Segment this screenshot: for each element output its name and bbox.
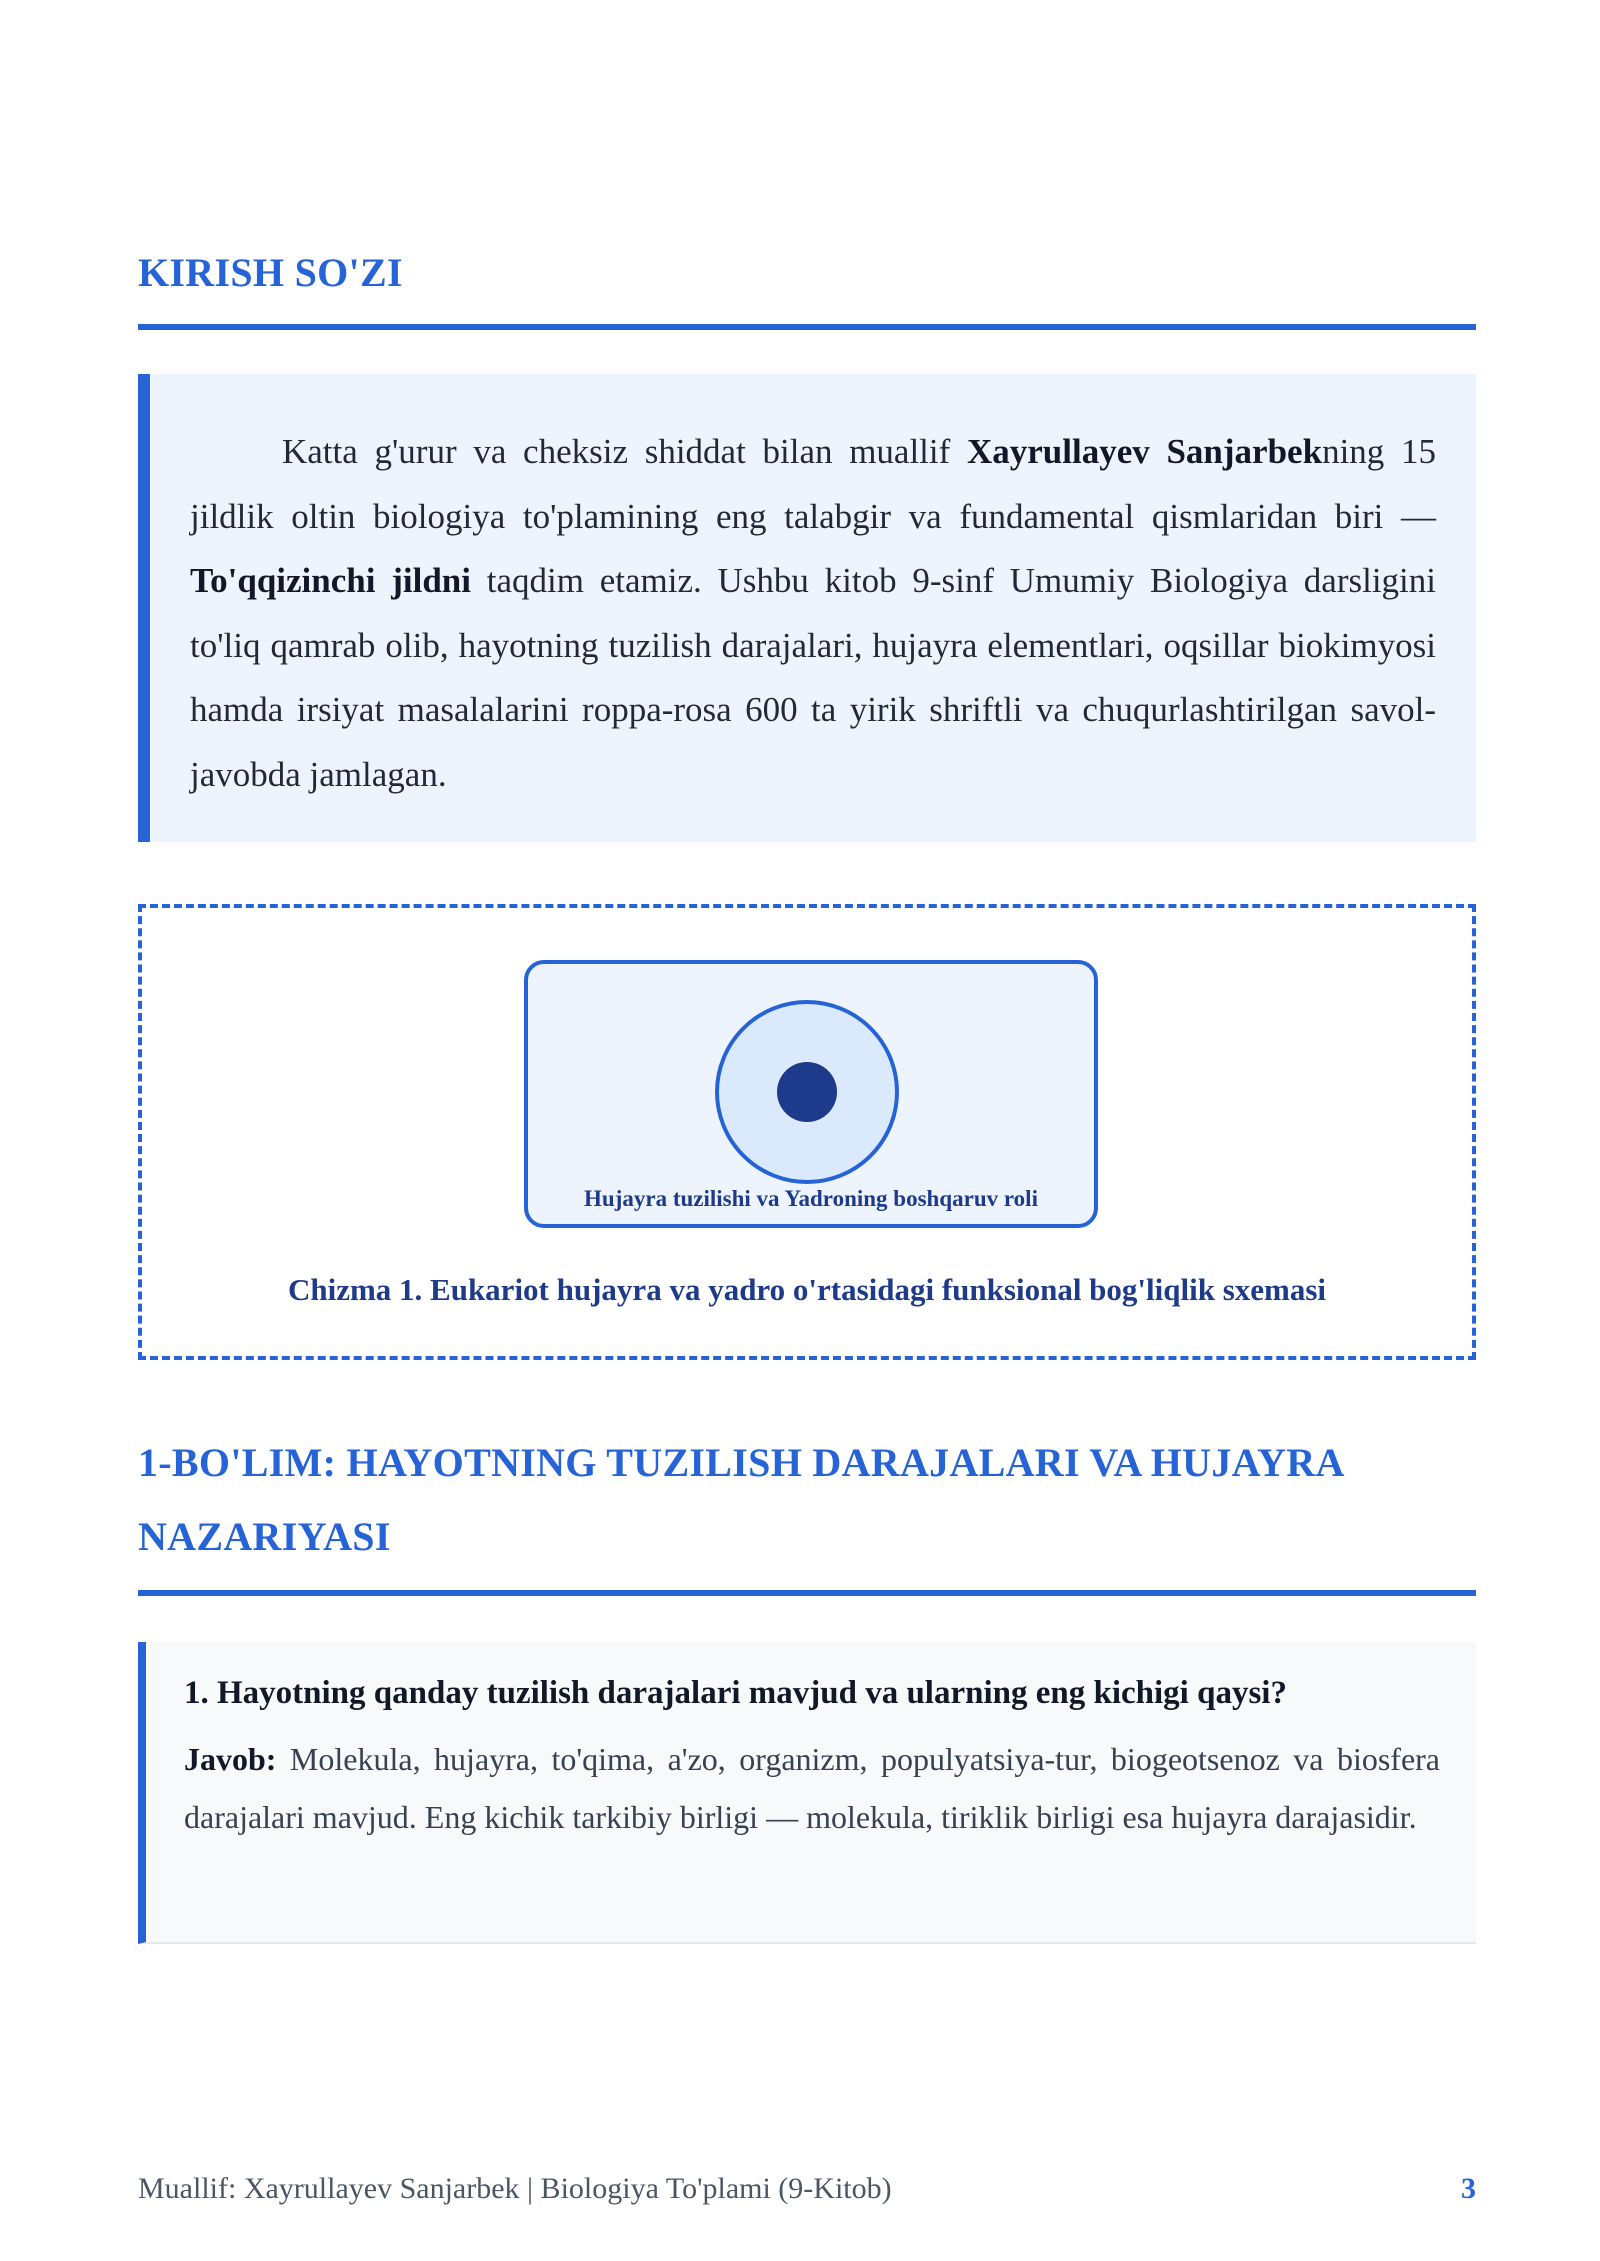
intro-header bbox=[138, 236, 1476, 330]
intro-box bbox=[138, 374, 1476, 842]
intro-volume: To'qqizinchi jildni bbox=[190, 561, 471, 600]
section1-header bbox=[138, 1426, 1476, 1596]
intro-heading: KIRISH SO'ZI bbox=[138, 250, 403, 295]
qa-answer bbox=[184, 1730, 1440, 1846]
intro-text-end: taqdim etamiz. Ushbu kitob 9-sinf Umumiy Biologiya darsligini to'liq qamrab olib, hayotning tuzilish darajalari, hujayra elementlari, oqsillar biokimyosi hamda irsiyat masalalarini roppa-rosa 600 ta yirik shriftli va chuqurlashtirilgan savol-javobda jamlagan. bbox=[190, 561, 1436, 794]
qa-answer-label: Javob: bbox=[184, 1741, 277, 1777]
nucleus-dot bbox=[777, 1062, 837, 1122]
intro-text-start: Katta g'urur va cheksiz shiddat bilan muallif bbox=[282, 432, 967, 471]
intro-author: Xayrullayev Sanjarbek bbox=[967, 432, 1323, 471]
cell-diagram-svg bbox=[528, 964, 1094, 1224]
page-number: 3 bbox=[1461, 2172, 1476, 2205]
diagram-label: Hujayra tuzilishi va Yadroning boshqaruv roli bbox=[584, 1186, 1038, 1211]
figure-box bbox=[138, 904, 1476, 1360]
qa-answer-text: Molekula, hujayra, to'qima, a'zo, organizm, populyatsiya-tur, biogeotsenoz va biosfera darajalari mavjud. Eng kichik tarkibiy birligi — molekula, tiriklik birligi esa hujayra darajasidir. bbox=[184, 1741, 1440, 1835]
footer bbox=[138, 2172, 1476, 2216]
intro-text-mid: ning 15 jildlik oltin biologiya to'plamining eng talabgir va fundamental qismlaridan biri — bbox=[190, 432, 1436, 536]
figure-caption: Chizma 1. Eukariot hujayra va yadro o'rtasidagi funksional bog'liqlik sxemasi bbox=[287, 1272, 1327, 1307]
section1-heading: 1-BO'LIM: HAYOTNING TUZILISH DARAJALARI VA HUJAYRA NAZARIYASI bbox=[138, 1440, 1343, 1559]
footer-credit: Muallif: Xayrullayev Sanjarbek | Biologiya To'plami (9-Kitob) bbox=[138, 2172, 892, 2205]
section1-heading-rule bbox=[138, 1590, 1476, 1596]
qa-item bbox=[138, 1642, 1476, 1944]
cell-diagram bbox=[524, 960, 1098, 1228]
intro-heading-rule bbox=[138, 324, 1476, 330]
intro-paragraph bbox=[190, 420, 1436, 807]
qa-question: 1. Hayotning qanday tuzilish darajalari mavjud va ularning eng kichigi qaysi? bbox=[184, 1675, 1287, 1711]
